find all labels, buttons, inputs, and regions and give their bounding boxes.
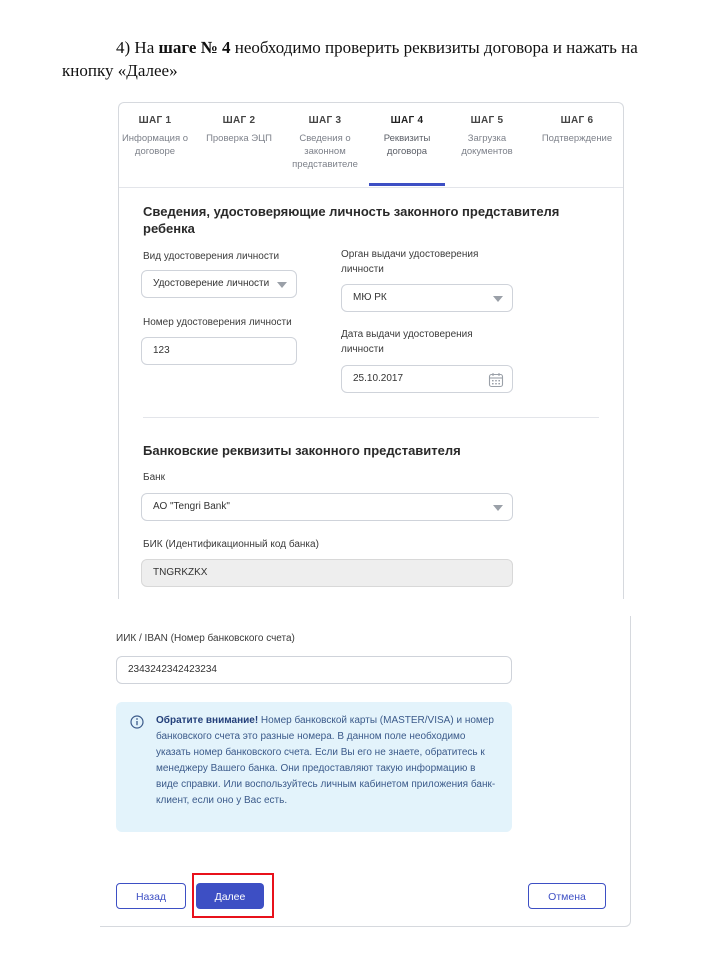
identity-section-title: Сведения, удостоверяющие личность законного представителя ребенка: [143, 204, 560, 236]
doc-number-value: 123: [153, 345, 170, 356]
active-step-indicator: [369, 183, 445, 186]
cancel-button[interactable]: Отмена: [528, 883, 606, 909]
step-1[interactable]: [118, 115, 197, 158]
calendar-icon[interactable]: [488, 372, 504, 388]
step-number: ШАГ 4: [390, 115, 424, 126]
info-icon: [130, 715, 144, 729]
contract-form-card: [118, 102, 624, 599]
issuer-select[interactable]: [341, 284, 513, 312]
issuer-value: МЮ РК: [353, 292, 387, 303]
bank-form-card: [100, 616, 631, 927]
step-label: Подтверждение: [541, 133, 613, 144]
issue-date-value: 25.10.2017: [353, 373, 404, 384]
step-number: ШАГ 6: [560, 115, 594, 126]
step-label: Проверка ЭЦП: [206, 133, 272, 144]
issue-date-input[interactable]: [341, 365, 513, 393]
step-label: Загрузка документов: [461, 133, 513, 157]
doc-number-label: Номер удостоверения личности: [143, 317, 292, 328]
chevron-down-icon: [493, 296, 503, 302]
step-number: ШАГ 2: [222, 115, 256, 126]
step-label: Сведения о законном представителе: [292, 133, 358, 170]
iban-value: 2343242342423234: [128, 664, 217, 675]
bik-label: БИК (Идентификационный код банка): [143, 539, 319, 550]
step-6[interactable]: [535, 115, 619, 145]
chevron-down-icon: [493, 505, 503, 511]
step-2[interactable]: [197, 115, 281, 145]
step-number: ШАГ 1: [138, 115, 172, 126]
doc-type-value: Удостоверение личности: [153, 278, 270, 289]
iban-input[interactable]: [116, 656, 512, 684]
step-label: Реквизиты договора: [383, 133, 431, 157]
doc-type-select[interactable]: [141, 270, 297, 298]
chevron-down-icon: [277, 282, 287, 288]
step-5[interactable]: [445, 115, 529, 158]
doc-type-label: Вид удостоверения личности: [143, 251, 280, 262]
instruction-bold: шаге № 4: [158, 38, 231, 57]
instruction-prefix: 4) На: [116, 38, 159, 57]
doc-number-input[interactable]: [141, 337, 297, 365]
alert-text: [156, 713, 500, 809]
step-3[interactable]: [283, 115, 367, 171]
step-number: ШАГ 5: [470, 115, 504, 126]
issuer-label: Орган выдачи удостоверения личности: [341, 249, 479, 275]
info-alert: [116, 702, 512, 832]
next-button-highlight: [192, 873, 274, 918]
step-4[interactable]: [365, 115, 449, 158]
instruction-suffix: необходимо проверить реквизиты договора и нажать на кнопку «Далее»: [62, 38, 638, 80]
issue-date-label: Дата выдачи удостоверения личности: [341, 329, 473, 355]
step-label: Информация о договоре: [121, 133, 189, 157]
bank-label: Банк: [143, 472, 166, 483]
bank-section-title: Банковские реквизиты законного представителя: [143, 443, 461, 458]
back-button[interactable]: Назад: [116, 883, 186, 909]
bank-value: АО "Tengri Bank": [153, 501, 230, 512]
iban-label: ИИК / IBAN (Номер банковского счета): [116, 633, 295, 644]
bank-select[interactable]: [141, 493, 513, 521]
instruction-text: [62, 36, 672, 82]
alert-body: Номер банковской карты (MASTER/VISA) и номер банковского счета это разные номера. В данном поле необходимо указать номер банковского счета. Если Вы его не знаете, обратитесь к менеджеру Вашего банка. Они предоставляют такую информацию в виде справки. Или воспользуйтесь личным кабинетом приложения банк-клиент, если оно у Вас есть.: [156, 715, 496, 806]
bik-value: TNGRKZKX: [153, 567, 208, 578]
step-number: ШАГ 3: [308, 115, 342, 126]
bik-input: [141, 559, 513, 587]
stepper: [119, 103, 623, 188]
next-button[interactable]: Далее: [196, 883, 264, 909]
section-divider: [143, 417, 599, 418]
alert-title: Обратите внимание!: [156, 715, 259, 726]
